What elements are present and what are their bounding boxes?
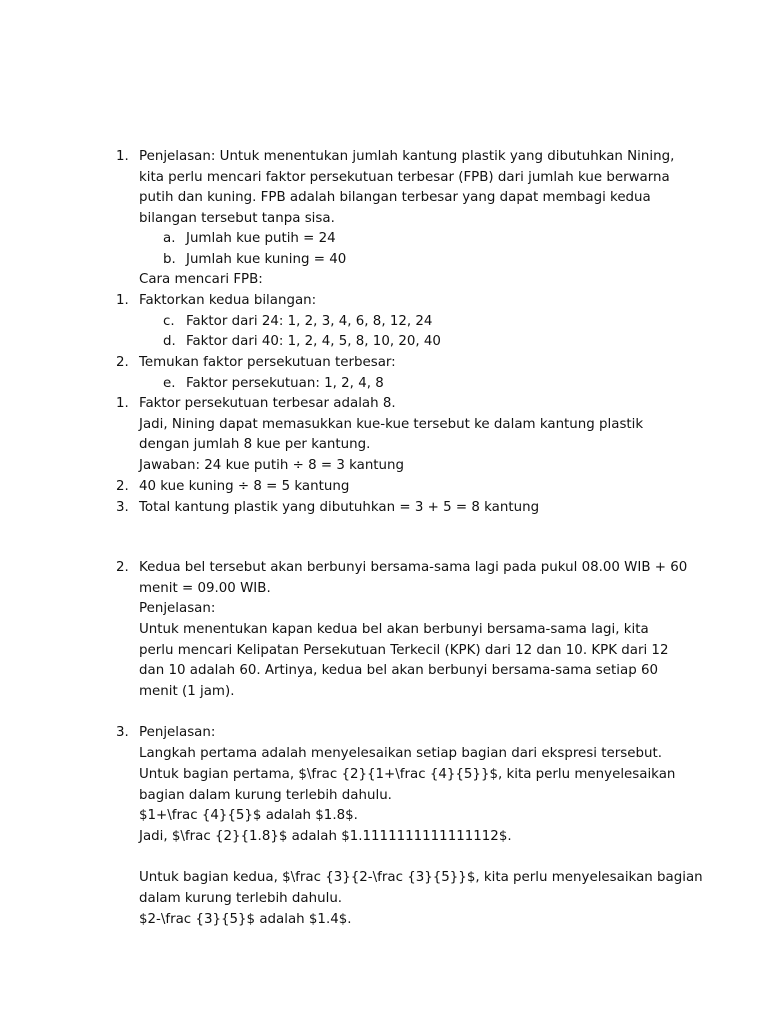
- text-line: Cara mencari FPB:: [139, 272, 263, 287]
- text-line: Penjelasan:: [139, 725, 216, 740]
- text-line: dengan jumlah 8 kue per kantung.: [139, 437, 371, 452]
- text-line: Penjelasan: Untuk menentukan jumlah kantung plastik yang dibutuhkan Nining,: [139, 149, 675, 164]
- list-item: Faktor persekutuan: 1, 2, 4, 8: [186, 376, 384, 391]
- text-line: Jadi, $\frac {2}{1.8}$ adalah $1.1111111111111112$.: [139, 829, 512, 844]
- list-item: Faktor dari 24: 1, 2, 3, 4, 6, 8, 12, 24: [186, 314, 433, 329]
- list-number: 1.: [116, 293, 129, 308]
- list-letter: c.: [163, 314, 175, 329]
- list-item: Total kantung plastik yang dibutuhkan = 3 + 5 = 8 kantung: [139, 500, 540, 515]
- list-letter: a.: [163, 231, 176, 246]
- text-line: menit (1 jam).: [139, 684, 235, 699]
- text-line: $1+\frac {4}{5}$ adalah $1.8$.: [139, 808, 358, 823]
- text-line: $2-\frac {3}{5}$ adalah $1.4$.: [139, 912, 352, 927]
- list-item: Faktor dari 40: 1, 2, 4, 5, 8, 10, 20, 40: [186, 334, 441, 349]
- list-number: 2.: [116, 560, 129, 575]
- list-item: Jumlah kue putih = 24: [186, 231, 336, 246]
- text-line: Langkah pertama adalah menyelesaikan setiap bagian dari ekspresi tersebut.: [139, 746, 662, 761]
- list-number: 1.: [116, 396, 129, 411]
- list-number: 2.: [116, 479, 129, 494]
- list-number: 1.: [116, 149, 129, 164]
- list-item: Jumlah kue kuning = 40: [186, 252, 347, 267]
- text-line: menit = 09.00 WIB.: [139, 581, 271, 596]
- list-number: 2.: [116, 355, 129, 370]
- text-line: dan 10 adalah 60. Artinya, kedua bel akan berbunyi bersama-sama setiap 60: [139, 663, 658, 678]
- text-line: Kedua bel tersebut akan berbunyi bersama-sama lagi pada pukul 08.00 WIB + 60: [139, 560, 688, 575]
- list-number: 3.: [116, 725, 129, 740]
- text-line: perlu mencari Kelipatan Persekutuan Terkecil (KPK) dari 12 dan 10. KPK dari 12: [139, 643, 669, 658]
- list-item: Faktor persekutuan terbesar adalah 8.: [139, 396, 396, 411]
- text-line: bagian dalam kurung terlebih dahulu.: [139, 788, 392, 803]
- text-line: Penjelasan:: [139, 601, 216, 616]
- text-line: bilangan tersebut tanpa sisa.: [139, 211, 335, 226]
- text-line: Jawaban: 24 kue putih ÷ 8 = 3 kantung: [139, 458, 405, 473]
- list-number: 3.: [116, 500, 129, 515]
- list-item: 40 kue kuning ÷ 8 = 5 kantung: [139, 479, 350, 494]
- text-line: Untuk bagian kedua, $\frac {3}{2-\frac {3}{5}}$, kita perlu menyelesaikan bagian: [139, 870, 703, 885]
- text-line: Untuk bagian pertama, $\frac {2}{1+\frac {4}{5}}$, kita perlu menyelesaikan: [139, 767, 676, 782]
- list-item: Faktorkan kedua bilangan:: [139, 293, 317, 308]
- list-letter: e.: [163, 376, 176, 391]
- list-item: Temukan faktor persekutuan terbesar:: [139, 355, 396, 370]
- list-letter: d.: [163, 334, 176, 349]
- text-line: Jadi, Nining dapat memasukkan kue-kue tersebut ke dalam kantung plastik: [139, 417, 644, 432]
- text-line: dalam kurung terlebih dahulu.: [139, 891, 343, 906]
- text-line: Untuk menentukan kapan kedua bel akan berbunyi bersama-sama lagi, kita: [139, 622, 649, 637]
- text-line: putih dan kuning. FPB adalah bilangan terbesar yang dapat membagi kedua: [139, 190, 651, 205]
- text-line: kita perlu mencari faktor persekutuan terbesar (FPB) dari jumlah kue berwarna: [139, 170, 670, 185]
- list-letter: b.: [163, 252, 176, 267]
